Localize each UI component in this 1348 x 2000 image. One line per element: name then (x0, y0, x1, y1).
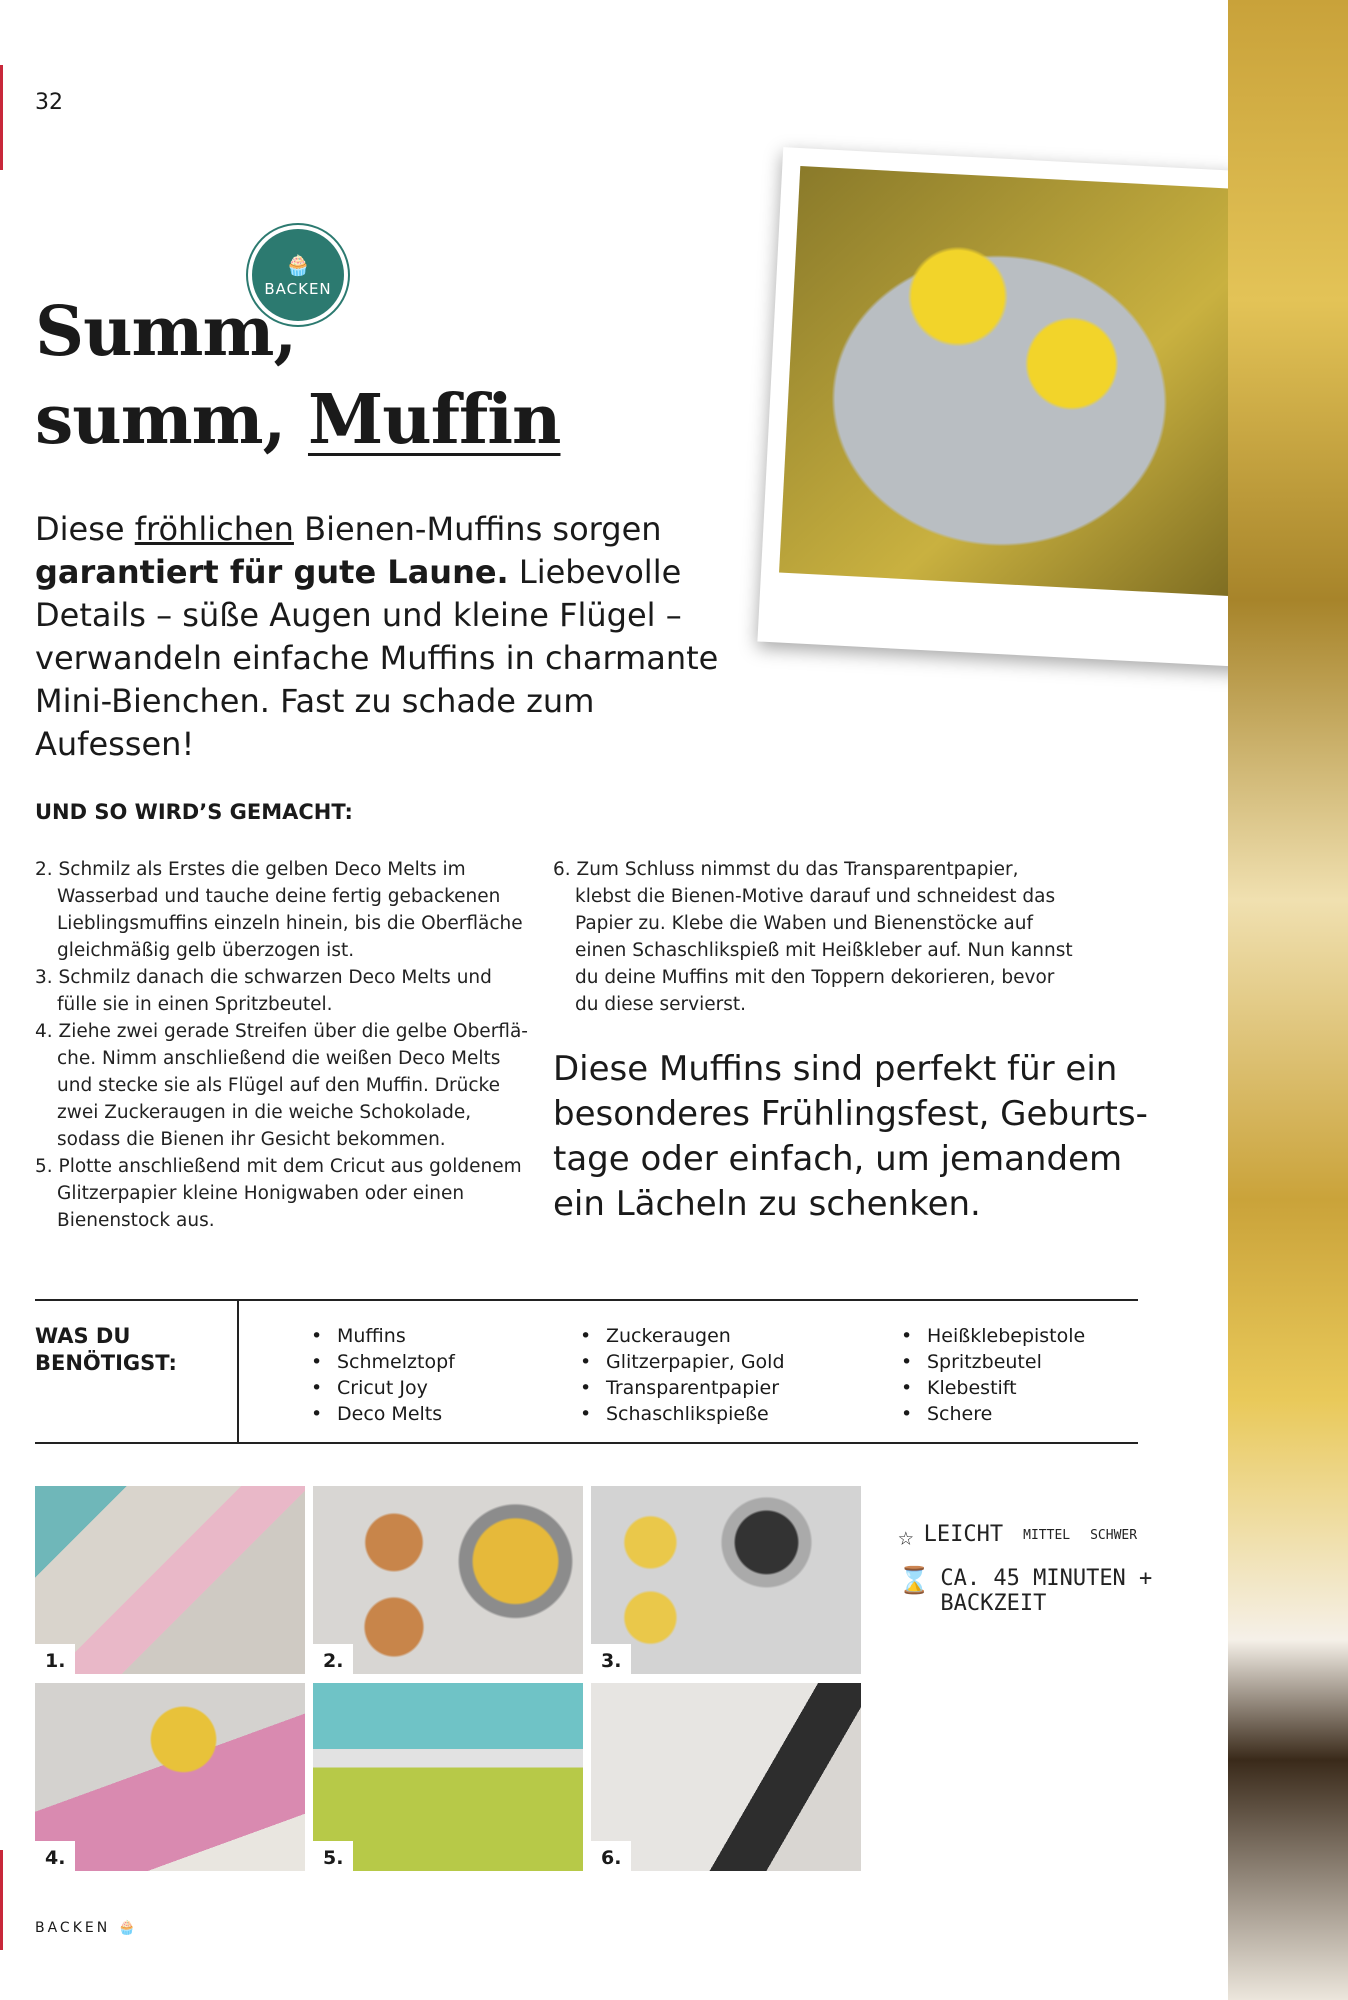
steps-left (35, 856, 535, 1234)
page-title (35, 288, 560, 464)
list-item: • Spritzbeutel (927, 1349, 1085, 1375)
difficulty-info (898, 1522, 1152, 1630)
intro-paragraph: Diese fröhlichen Bienen-Muffins sorgen garantiert für gute Laune. Liebevolle Details – süße Augen und kleine Flügel – verwandeln einfache Muffins in charmante Mini-Bienchen. Fast zu schade zum Aufessen! (35, 510, 719, 763)
step-photo-5: 5. (313, 1683, 583, 1871)
instructions-heading: UND SO WIRD’S GEMACHT: (35, 800, 353, 824)
badge-label: BACKEN (264, 279, 332, 298)
list-item: • Muffins (337, 1323, 455, 1349)
title-line-2b: Muffin (307, 380, 561, 460)
list-item: • Schaschlikspieße (606, 1401, 785, 1427)
step-item: 5. Plotte anschließend mit dem Cricut aus goldenem Glitzerpapier kleine Honigwaben oder einen Bienenstock aus. (35, 1156, 522, 1231)
difficulty-hard: SCHWER (1090, 1528, 1138, 1543)
list-item: • Transparentpapier (606, 1375, 785, 1401)
step-item: 2. Schmilz als Erstes die gelben Deco Melts im Wasserbad und tauche deine fertig gebackenen Lieblingsmuffins einzeln hinein, bis die Oberfläche gleichmäßig gelb überzogen ist. (35, 859, 523, 961)
list-item: • Glitzerpapier, Gold (606, 1349, 785, 1375)
materials-list-3 (927, 1323, 1085, 1427)
step-photo-1: 1. (35, 1486, 305, 1674)
list-item: • Zuckeraugen (606, 1323, 785, 1349)
cupcake-icon: 🧁 (118, 1920, 139, 1936)
materials-list-1 (337, 1323, 455, 1427)
step-photo-4: 4. (35, 1683, 305, 1871)
step-photo-2: 2. (313, 1486, 583, 1674)
list-item: • Cricut Joy (337, 1375, 455, 1401)
star-icon: ☆ (898, 1522, 914, 1552)
steps-right (553, 856, 1073, 1018)
list-item: • Deco Melts (337, 1401, 455, 1427)
side-photo-strip (1228, 0, 1348, 2000)
page-number: 32 (35, 90, 63, 115)
footer-section-label: BACKEN 🧁 (35, 1920, 139, 1936)
time-info: CA. 45 MINUTEN + BACKZEIT (940, 1566, 1153, 1616)
list-item: • Schmelztopf (337, 1349, 455, 1375)
difficulty-mid: MITTEL (1023, 1528, 1071, 1543)
cupcake-icon: 🧁 (285, 254, 311, 277)
step-item: 4. Ziehe zwei gerade Streifen über die gelbe Oberflä-che. Nimm anschließend die weißen Deco Melts und stecke sie als Flügel auf den Muffin. Drücke zwei Zuckeraugen in die weiche Schokolade, sodass die Bienen ihr Gesicht bekommen. (35, 1021, 528, 1150)
materials-list-2 (606, 1323, 785, 1427)
step-item: 6. Zum Schluss nimmst du das Transparentpapier, klebst die Bienen-Motive darauf und schneidest das Papier zu. Klebe die Waben und Bienenstöcke auf einen Schaschlikspieß mit Heißkleber auf. Nun kannst du deine Muffins mit den Toppern dekorieren, bevor du diese servierst. (553, 859, 1073, 1015)
materials-box (35, 1299, 1138, 1444)
hourglass-icon: ⌛ (898, 1566, 931, 1596)
materials-heading: WAS DU BENÖTIGST: (35, 1324, 177, 1375)
bee-muffins-image (779, 166, 1269, 597)
step-photo-6: 6. (591, 1683, 861, 1871)
list-item: • Heißklebepistole (927, 1323, 1085, 1349)
step-photo-3: 3. (591, 1486, 861, 1674)
difficulty-selected: LEICHT (923, 1522, 1004, 1547)
title-line-2a: summ, (35, 380, 308, 460)
red-margin-bar-top (0, 65, 3, 170)
step-item: 3. Schmilz danach die schwarzen Deco Melts und fülle sie in einen Spritzbeutel. (35, 967, 492, 1015)
title-line-1: Summ, (35, 292, 297, 372)
list-item: • Schere (927, 1401, 1085, 1427)
list-item: • Klebestift (927, 1375, 1085, 1401)
hero-photo (757, 147, 1287, 668)
divider (237, 1301, 239, 1442)
pull-quote: Diese Muffins sind perfekt für ein besonderes Frühlingsfest, Geburts-tage oder einfach, um jemandem ein Lächeln zu schenken. (553, 1049, 1148, 1224)
red-margin-bar-bottom (0, 1850, 3, 1950)
